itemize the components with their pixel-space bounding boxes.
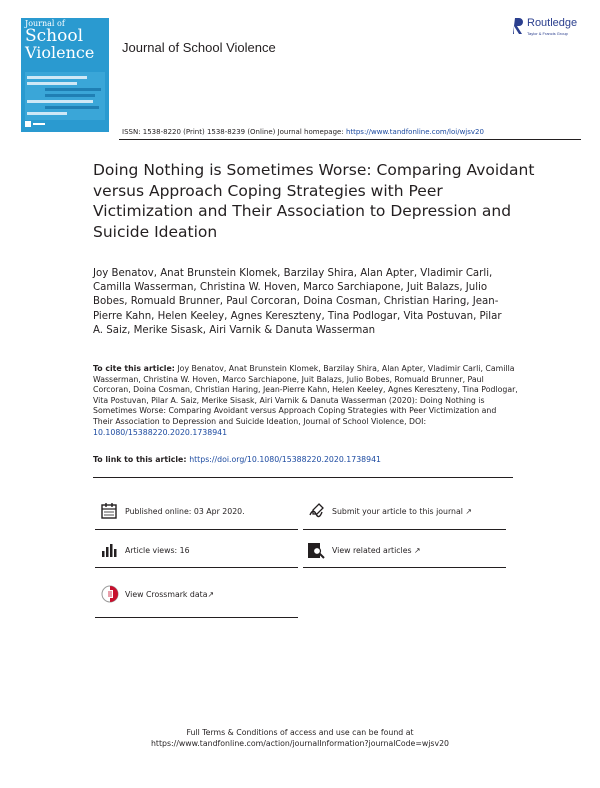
citation-text: Joy Benatov, Anat Brunstein Klomek, Barzilay Shira, Alan Apter, Vladimir Carli, Camilla Wasserman, Christina W. Hoven, Marco Sarchiapone, Juit Balazs, Julio Bobes, Romuald Brunner, Paul Corcoran, Doina Cosman, Christian Haring, Jean-Pierre Kahn, Helen Keeley, Agnes Kereszteny, Tina Podlogar, Vita Postuvan, Pilar A. Saiz, Merike Sisask, Airi Varnik & Danuta Wasserman (2020): Doing Nothing is Sometimes Worse: Comparing Avoidant versus Approach Coping Strategies with Peer Victimization and Their Association to Depression and Suicide Ideation, Journal of School Violence, DOI:: [93, 364, 518, 426]
box-divider-2: [303, 529, 506, 530]
article-authors: Joy Benatov, Anat Brunstein Klomek, Barzilay Shira, Alan Apter, Vladimir Carli, Camilla Wasserman, Christina W. Hoven, Marco Sarchiapone, Juit Balazs, Julio Bobes, Romuald Brunner, Paul Corcoran, Doina Cosman, Christian Haring, Jean-Pierre Kahn, Helen Keeley, Agnes Kereszteny, Tina Podlogar, Vita Postuvan, Pilar A. Saiz, Merike Sisask, Airi Varnik & Danuta Wasserman: [93, 268, 502, 336]
cover-title-line1: Journal of: [25, 19, 65, 28]
crossmark-icon[interactable]: [101, 585, 119, 603]
footer-terms-link[interactable]: https://www.tandfonline.com/action/journalInformation?journalCode=wjsv20: [150, 739, 450, 748]
cover-publisher-logo: [25, 120, 45, 128]
publisher-name[interactable]: Routledge: [527, 17, 578, 29]
related-articles-icon[interactable]: [307, 541, 325, 559]
box-divider-5: [95, 617, 298, 618]
footer-line1: Full Terms & Conditions of access and use can be found at: [186, 728, 414, 737]
bar-chart-icon: [100, 541, 118, 559]
view-crossmark-link[interactable]: [125, 590, 214, 599]
issn-line: [122, 128, 484, 136]
citation-label: To cite this article:: [93, 364, 175, 373]
view-related-articles-link[interactable]: [332, 546, 421, 555]
journal-cover: [21, 18, 109, 132]
crossmark-label: View Crossmark data: [125, 590, 208, 599]
related-articles-label: View related articles: [332, 546, 412, 555]
cover-title: [25, 20, 105, 61]
publisher-tagline: Taylor & Francis Group: [527, 31, 568, 36]
cover-title-line2: School: [25, 26, 84, 46]
journal-homepage-link[interactable]: https://www.tandfonline.com/loi/wjsv20: [345, 128, 484, 136]
submit-article-icon[interactable]: [307, 502, 325, 520]
external-link-icon: ↗: [207, 590, 215, 599]
header-divider: [119, 139, 581, 140]
link-to-article: [93, 455, 381, 464]
box-divider-1: [95, 529, 298, 530]
article-title: Doing Nothing is Sometimes Worse: Comparing Avoidant versus Approach Coping Strategies with Peer Victimization and Their Association to Depression and Suicide Ideation: [93, 161, 535, 241]
footer-terms: [0, 727, 600, 749]
external-link-icon: ↗: [465, 507, 472, 516]
cover-graphic: [25, 72, 105, 120]
external-link-icon: ↗: [414, 546, 421, 555]
box-divider-4: [303, 567, 506, 568]
box-divider-3: [95, 567, 298, 568]
citation-block: [93, 364, 518, 438]
info-divider: [93, 477, 513, 478]
submit-article-link[interactable]: [332, 507, 472, 516]
doi-link[interactable]: 10.1080/15388220.2020.1738941: [93, 427, 228, 437]
published-online: Published online: 03 Apr 2020.: [125, 507, 245, 516]
article-doi-url[interactable]: https://doi.org/10.1080/15388220.2020.1738941: [189, 455, 381, 464]
journal-name: Journal of School Violence: [122, 40, 276, 55]
link-label: To link to this article:: [93, 455, 190, 464]
cover-title-line3: Violence: [25, 43, 95, 62]
calendar-icon: [100, 502, 118, 520]
article-views: Article views: 16: [125, 546, 190, 555]
submit-article-label: Submit your article to this journal: [332, 507, 463, 516]
issn-text: ISSN: 1538-8220 (Print) 1538-8239 (Online) Journal homepage:: [122, 128, 346, 136]
routledge-logo-icon[interactable]: [513, 17, 524, 35]
